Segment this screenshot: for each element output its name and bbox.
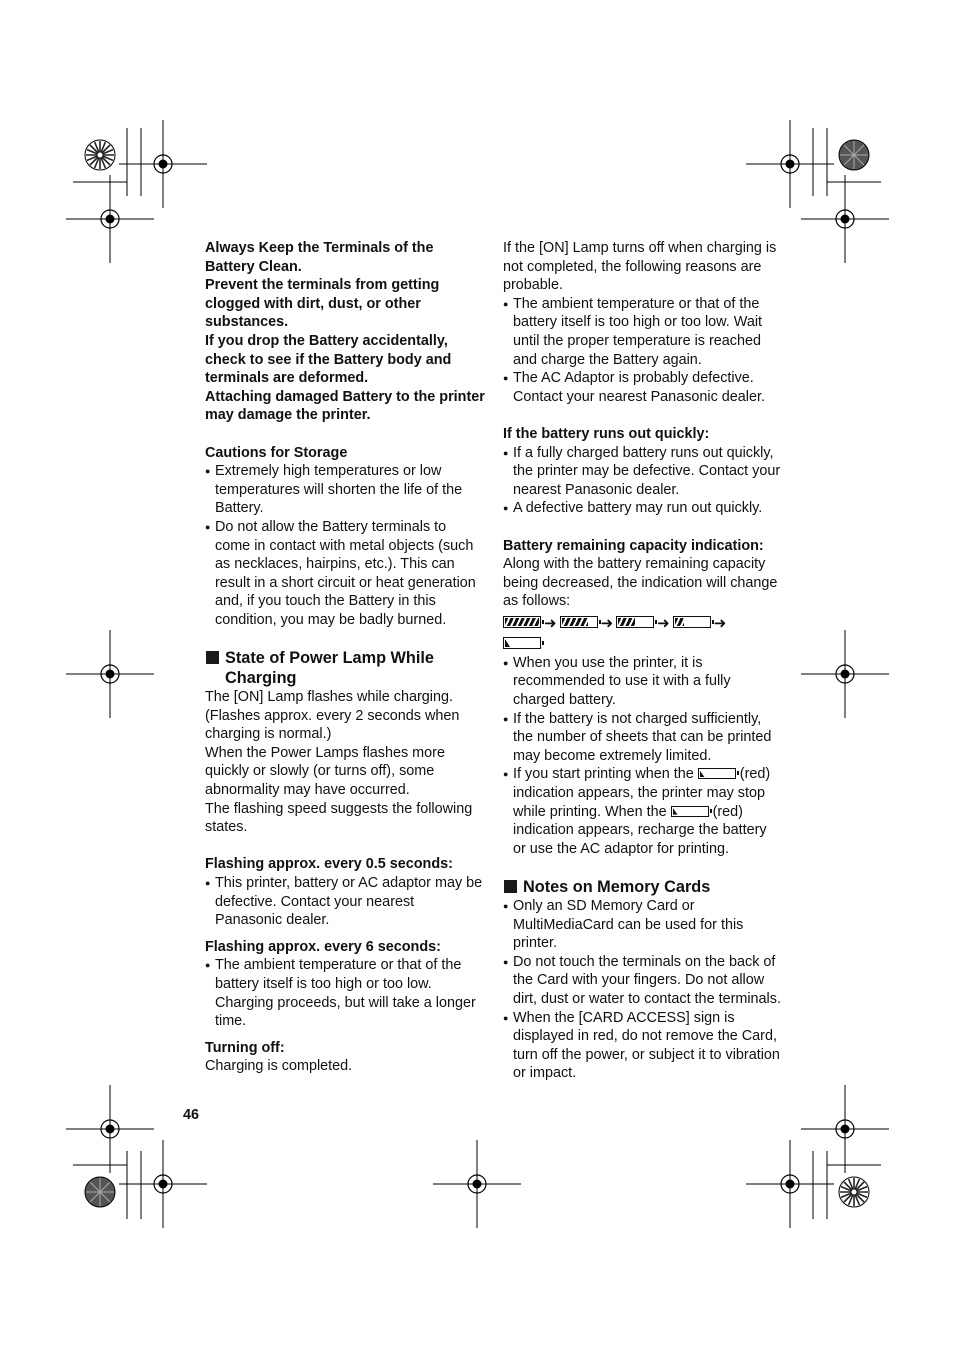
memory-bullet: ● Do not touch the terminals on the back of the Card with your fingers. Do not allow dirt, dust or water to contact the terminals. <box>503 953 783 1009</box>
battery-level-icon <box>503 637 541 649</box>
on-lamp-intro: If the [ON] Lamp turns off when charging is not completed, the following reasons are probable. <box>503 240 777 294</box>
capacity-bullet-text: (red) indication appears, recharge the battery or use the AC adaptor for printing. <box>513 803 767 857</box>
runs-out-bullet: ● A defective battery may run out quickly. <box>503 499 783 518</box>
registration-mark-icon <box>119 120 207 208</box>
battery-level-sequence <box>503 613 783 654</box>
power-lamp-heading-text: State of Power Lamp While Charging <box>225 649 434 688</box>
page-number: 46 <box>183 1107 200 1123</box>
warning-line: Attaching damaged Battery to the printer may damage the printer. <box>205 388 485 424</box>
capacity-bullet <box>503 765 783 858</box>
power-lamp-para: When the Power Lamps flashes more quickly or slowly (or turns off), some abnormality may have occurred. <box>205 744 445 799</box>
battery-warning <box>205 239 485 425</box>
storage-bullet: ● Do not allow the Battery terminals to come in contact with metal objects (such as necklaces, hairpins, etc.). This can result in a short circuit or heat generation and, if you touch the Battery in this condition, you may be badly burned. <box>205 518 485 630</box>
storage-heading: Cautions for Storage <box>205 444 348 461</box>
registration-mark-icon <box>119 1140 207 1228</box>
registration-mark-icon <box>746 1140 834 1228</box>
registration-mark-icon <box>801 175 889 263</box>
section-marker-icon <box>206 651 219 664</box>
registration-mark-icon <box>66 630 154 718</box>
turning-off-text: Charging is completed. <box>205 1058 353 1075</box>
capacity-heading: Battery remaining capacity indication: <box>503 537 764 554</box>
empty-battery-icon <box>671 806 709 817</box>
memory-cards-heading <box>503 877 783 897</box>
section-marker-icon <box>504 880 517 893</box>
battery-level-icon <box>673 616 711 628</box>
memory-bullet: ● Only an SD Memory Card or MultiMediaCard can be used for this printer. <box>503 897 783 953</box>
right-arrow-icon: ➜ <box>600 614 614 632</box>
storage-bullet: ● Extremely high temperatures or low temperatures will shorten the life of the Battery. <box>205 462 485 518</box>
battery-level-icon <box>616 616 654 628</box>
power-lamp-heading <box>205 648 485 688</box>
color-wheel-icon <box>85 140 115 170</box>
registration-mark-icon <box>801 630 889 718</box>
warning-line: Always Keep the Terminals of the Battery Clean. <box>205 240 434 275</box>
capacity-text: Along with the battery remaining capacity being decreased, the indication will change as follows: <box>503 556 778 610</box>
power-lamp-para: The [ON] Lamp flashes while charging. (Flashes approx. every 2 seconds when charging is normal.) <box>205 689 460 743</box>
warning-line: Prevent the terminals from getting clogged with dirt, dust, or other substances. <box>205 277 440 331</box>
capacity-bullet: ● When you use the printer, it is recommended to use it with a fully charged battery. <box>503 654 783 710</box>
flash-05-bullet: ● This printer, battery or AC adaptor may be defective. Contact your nearest Panasonic dealer. <box>205 874 485 930</box>
on-lamp-bullet: ● The AC Adaptor is probably defective. Contact your nearest Panasonic dealer. <box>503 369 783 406</box>
flash-6-bullet: ● The ambient temperature or that of the battery itself is too high or too low. Charging proceeds, but will take a longer time. <box>205 956 485 1030</box>
registration-mark-icon <box>433 1140 521 1228</box>
capacity-bullet-text: If you start printing when the <box>513 766 694 783</box>
on-lamp-bullet: ● The ambient temperature or that of the battery itself is too high or too low. Wait until the proper temperature is reached and charge the Battery again. <box>503 295 783 369</box>
battery-level-icon <box>560 616 598 628</box>
right-column <box>503 239 783 1083</box>
turning-off-heading: Turning off: <box>205 1039 285 1056</box>
right-arrow-icon: ➜ <box>657 614 670 632</box>
battery-level-icon <box>503 616 541 628</box>
right-arrow-icon: ➜ <box>544 614 557 632</box>
right-arrow-icon: ➜ <box>713 614 727 632</box>
capacity-bullet-text: (red) indication appears, the printer may stop while printing. When the <box>513 766 771 820</box>
color-wheel-icon <box>839 1177 869 1207</box>
runs-out-heading: If the battery runs out quickly: <box>503 425 710 442</box>
color-wheel-icon <box>839 140 869 170</box>
power-lamp-para: The flashing speed suggests the following states. <box>205 800 473 836</box>
registration-mark-icon <box>801 1085 889 1173</box>
memory-bullet: ● When the [CARD ACCESS] sign is displayed in red, do not remove the Card, turn off the power, or subject it to vibration or impact. <box>503 1009 783 1083</box>
flash-05-heading: Flashing approx. every 0.5 seconds: <box>205 856 453 873</box>
flash-6-heading: Flashing approx. every 6 seconds: <box>205 938 441 955</box>
runs-out-bullet: ● If a fully charged battery runs out quickly, the printer may be defective. Contact your nearest Panasonic dealer. <box>503 444 783 500</box>
left-column <box>205 239 485 1076</box>
warning-line: If you drop the Battery accidentally, check to see if the Battery body and terminals are deformed. <box>205 332 452 387</box>
memory-cards-heading-text: Notes on Memory Cards <box>523 878 711 896</box>
registration-mark-icon <box>746 120 834 208</box>
low-battery-icon <box>698 768 736 779</box>
color-wheel-icon <box>85 1177 115 1207</box>
capacity-bullet: ● If the battery is not charged sufficiently, the number of sheets that can be printed may become extremely limited. <box>503 710 783 766</box>
